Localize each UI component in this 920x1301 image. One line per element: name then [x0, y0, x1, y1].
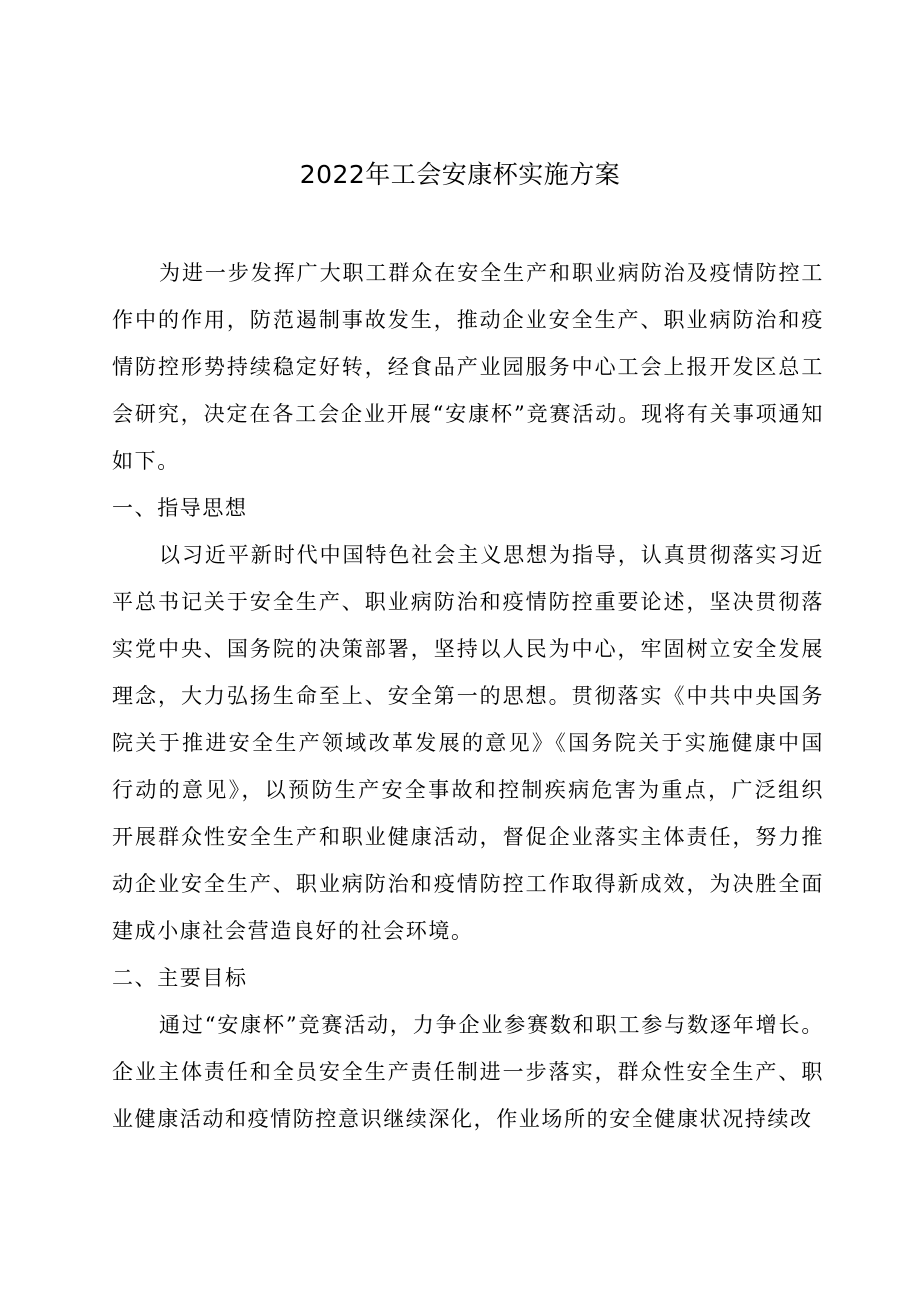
section-paragraph-main-goals: 通过“安康杯”竞赛活动，力争企业参赛数和职工参与数逐年增长。企业主体责任和全员安全生产责任制进一步落实，群众性安全生产、职业健康活动和疫情防控意识继续深化，作业场所的安全健康状况持续改 [112, 1013, 824, 1131]
section-paragraph-guiding-ideology: 以习近平新时代中国特色社会主义思想为指导，认真贯彻落实习近平总书记关于安全生产、职业病防治和疫情防控重要论述，坚决贯彻落实党中央、国务院的决策部署，坚持以人民为中心，牢固树立安全发展理念，大力弘扬生命至上、安全第一的思想。贯彻落实《中共中央国务院关于推进安全生产领域改革发展的意见》《国务院关于实施健康中国行动的意见》，以预防生产安全事故和控制疾病危害为重点，广泛组织开展群众性安全生产和职业健康活动，督促企业落实主体责任，努力推动企业安全生产、职业病防治和疫情防控工作取得新成效，为决胜全面建成小康社会营造良好的社会环境。 [112, 543, 824, 943]
section-heading-guiding-ideology: 一、指导思想 [112, 496, 248, 520]
document-body [112, 250, 824, 1143]
document-title: 2022年工会安康杯实施方案 [299, 160, 621, 189]
section-heading-main-goals: 二、主要目标 [112, 966, 248, 990]
intro-paragraph: 为进一步发挥广大职工群众在安全生产和职业病防治及疫情防控工作中的作用，防范遏制事故发生，推动企业安全生产、职业病防治和疫情防控形势持续稳定好转，经食品产业园服务中心工会上报开发区总工会研究，决定在各工会企业开展“安康杯”竞赛活动。现将有关事项通知如下。 [112, 261, 824, 473]
